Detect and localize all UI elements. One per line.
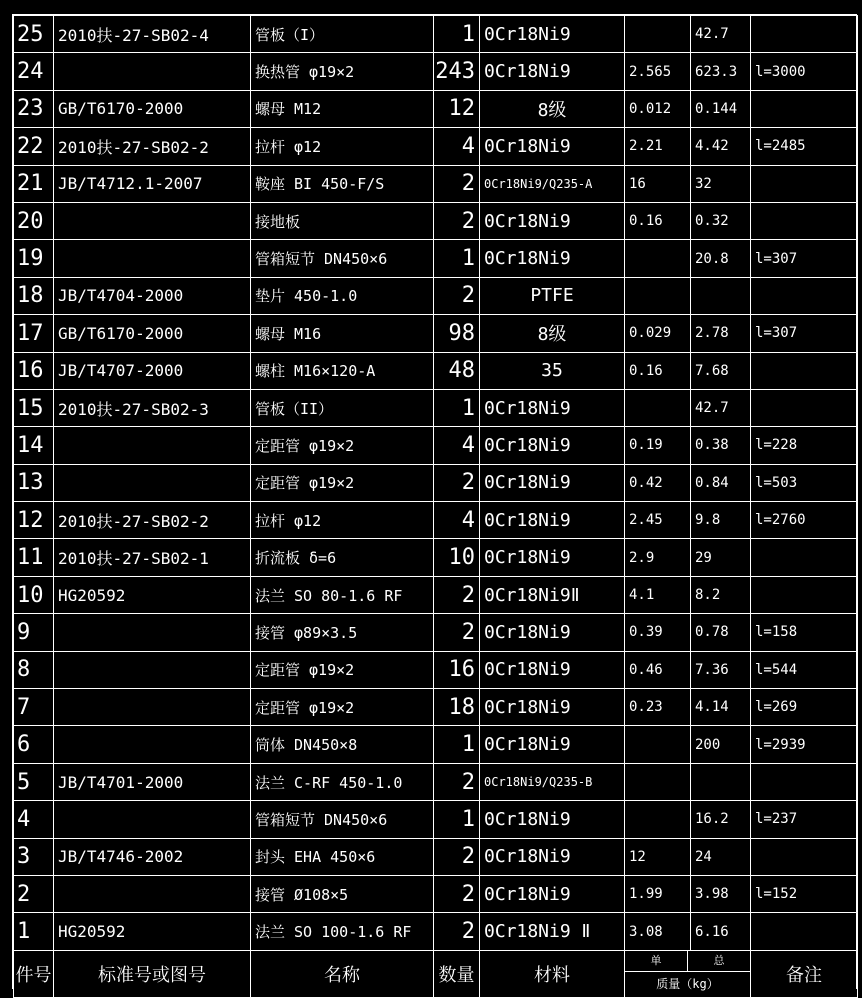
unit-weight-cell: 0.012	[625, 90, 691, 127]
total-weight-cell: 20.8	[691, 240, 751, 277]
total-weight-cell: 9.8	[691, 502, 751, 539]
quantity-cell: 2	[434, 913, 480, 950]
standard-no-cell	[54, 614, 251, 651]
material-cell: 0Cr18Ni9	[480, 502, 625, 539]
table-row	[14, 726, 858, 763]
material-cell: 0Cr18Ni9 Ⅱ	[480, 913, 625, 950]
total-weight-cell: 0.38	[691, 427, 751, 464]
quantity-cell: 2	[434, 277, 480, 314]
note-cell	[751, 838, 858, 875]
part-name-cell: 管箱短节 DN450×6	[251, 801, 434, 838]
total-weight-cell: 0.78	[691, 614, 751, 651]
standard-no-cell	[54, 651, 251, 688]
unit-weight-cell	[625, 763, 691, 800]
unit-weight-cell: 0.39	[625, 614, 691, 651]
material-cell: 0Cr18Ni9	[480, 128, 625, 165]
total-weight-cell: 200	[691, 726, 751, 763]
parts-list-body	[14, 16, 858, 951]
quantity-cell: 2	[434, 576, 480, 613]
total-weight-cell: 0.32	[691, 202, 751, 239]
part-no-cell: 22	[14, 128, 54, 165]
note-cell: l=307	[751, 240, 858, 277]
header-total-weight: 总	[713, 954, 725, 968]
standard-no-cell: 2010扶-27-SB02-1	[54, 539, 251, 576]
table-row	[14, 502, 858, 539]
standard-no-cell	[54, 801, 251, 838]
material-cell: 0Cr18Ni9	[480, 240, 625, 277]
table-row	[14, 277, 858, 314]
part-no-cell: 7	[14, 689, 54, 726]
part-name-cell: 管板（II）	[251, 389, 434, 426]
total-weight-cell: 3.98	[691, 875, 751, 912]
note-cell: l=307	[751, 315, 858, 352]
unit-weight-cell: 2.9	[625, 539, 691, 576]
quantity-cell: 2	[434, 614, 480, 651]
standard-no-cell: JB/T4704-2000	[54, 277, 251, 314]
unit-weight-cell: 3.08	[625, 913, 691, 950]
material-cell: 0Cr18Ni9	[480, 838, 625, 875]
part-name-cell: 接地板	[251, 202, 434, 239]
unit-weight-cell: 0.46	[625, 651, 691, 688]
parts-list-sheet	[12, 14, 857, 992]
unit-weight-cell	[625, 240, 691, 277]
standard-no-cell: 2010扶-27-SB02-2	[54, 502, 251, 539]
table-row	[14, 202, 858, 239]
part-no-cell: 16	[14, 352, 54, 389]
unit-weight-cell: 0.19	[625, 427, 691, 464]
total-weight-cell: 0.144	[691, 90, 751, 127]
standard-no-cell: HG20592	[54, 913, 251, 950]
note-cell: l=237	[751, 801, 858, 838]
part-name-cell: 管箱短节 DN450×6	[251, 240, 434, 277]
material-cell: 0Cr18Ni9	[480, 539, 625, 576]
total-weight-cell: 29	[691, 539, 751, 576]
material-cell: PTFE	[480, 277, 625, 314]
unit-weight-cell	[625, 389, 691, 426]
table-row	[14, 90, 858, 127]
note-cell	[751, 90, 858, 127]
header-unit-weight: 单	[625, 951, 688, 971]
total-weight-cell: 2.78	[691, 315, 751, 352]
quantity-cell: 4	[434, 128, 480, 165]
material-cell: 0Cr18Ni9Ⅱ	[480, 576, 625, 613]
note-cell: l=152	[751, 875, 858, 912]
part-name-cell: 螺柱 M16×120-A	[251, 352, 434, 389]
quantity-cell: 18	[434, 689, 480, 726]
table-row	[14, 389, 858, 426]
table-row	[14, 427, 858, 464]
unit-weight-cell: 0.23	[625, 689, 691, 726]
total-weight-cell: 0.84	[691, 464, 751, 501]
part-no-cell: 10	[14, 576, 54, 613]
material-cell: 0Cr18Ni9/Q235-A	[480, 165, 625, 202]
part-name-cell: 定距管 φ19×2	[251, 689, 434, 726]
part-no-cell: 25	[14, 16, 54, 53]
unit-weight-cell: 0.42	[625, 464, 691, 501]
part-name-cell: 折流板 δ=6	[251, 539, 434, 576]
table-row	[14, 651, 858, 688]
part-no-cell: 6	[14, 726, 54, 763]
quantity-cell: 1	[434, 389, 480, 426]
header-quantity: 数量	[434, 950, 480, 997]
standard-no-cell	[54, 726, 251, 763]
table-row	[14, 128, 858, 165]
note-cell: l=3000	[751, 53, 858, 90]
part-name-cell: 螺母 M12	[251, 90, 434, 127]
part-name-cell: 换热管 φ19×2	[251, 53, 434, 90]
unit-weight-cell	[625, 277, 691, 314]
part-no-cell: 5	[14, 763, 54, 800]
total-weight-cell: 4.14	[691, 689, 751, 726]
part-name-cell: 法兰 SO 80-1.6 RF	[251, 576, 434, 613]
total-weight-cell: 6.16	[691, 913, 751, 950]
total-weight-cell: 16.2	[691, 801, 751, 838]
quantity-cell: 1	[434, 726, 480, 763]
total-weight-cell	[691, 277, 751, 314]
part-name-cell: 定距管 φ19×2	[251, 464, 434, 501]
total-weight-cell: 32	[691, 165, 751, 202]
material-cell: 0Cr18Ni9	[480, 427, 625, 464]
material-cell: 0Cr18Ni9	[480, 801, 625, 838]
part-name-cell: 接管 Ø108×5	[251, 875, 434, 912]
unit-weight-cell: 1.99	[625, 875, 691, 912]
part-name-cell: 拉杆 φ12	[251, 502, 434, 539]
quantity-cell: 4	[434, 502, 480, 539]
material-cell: 0Cr18Ni9	[480, 202, 625, 239]
material-cell: 0Cr18Ni9/Q235-B	[480, 763, 625, 800]
unit-weight-cell: 2.565	[625, 53, 691, 90]
part-name-cell: 筒体 DN450×8	[251, 726, 434, 763]
unit-weight-cell: 4.1	[625, 576, 691, 613]
material-cell: 35	[480, 352, 625, 389]
note-cell: l=158	[751, 614, 858, 651]
unit-weight-cell	[625, 16, 691, 53]
table-row	[14, 16, 858, 53]
material-cell: 0Cr18Ni9	[480, 16, 625, 53]
total-weight-cell: 42.7	[691, 16, 751, 53]
table-row	[14, 53, 858, 90]
standard-no-cell: HG20592	[54, 576, 251, 613]
note-cell	[751, 202, 858, 239]
note-cell	[751, 352, 858, 389]
total-weight-cell: 623.3	[691, 53, 751, 90]
standard-no-cell	[54, 53, 251, 90]
part-no-cell: 13	[14, 464, 54, 501]
standard-no-cell	[54, 464, 251, 501]
part-no-cell: 9	[14, 614, 54, 651]
header-standard: 标准号或图号	[54, 950, 251, 997]
quantity-cell: 2	[434, 464, 480, 501]
part-name-cell: 接管 φ89×3.5	[251, 614, 434, 651]
table-row	[14, 315, 858, 352]
material-cell: 0Cr18Ni9	[480, 614, 625, 651]
quantity-cell: 2	[434, 763, 480, 800]
unit-weight-cell	[625, 726, 691, 763]
standard-no-cell: JB/T4701-2000	[54, 763, 251, 800]
standard-no-cell: JB/T4746-2002	[54, 838, 251, 875]
standard-no-cell: 2010扶-27-SB02-2	[54, 128, 251, 165]
unit-weight-cell: 2.45	[625, 502, 691, 539]
part-no-cell: 11	[14, 539, 54, 576]
part-name-cell: 定距管 φ19×2	[251, 651, 434, 688]
standard-no-cell: 2010扶-27-SB02-3	[54, 389, 251, 426]
total-weight-cell: 24	[691, 838, 751, 875]
unit-weight-cell: 0.16	[625, 352, 691, 389]
standard-no-cell	[54, 240, 251, 277]
header-part-no: 件号	[14, 950, 54, 997]
standard-no-cell: 2010扶-27-SB02-4	[54, 16, 251, 53]
material-cell: 8级	[480, 315, 625, 352]
table-row	[14, 464, 858, 501]
standard-no-cell	[54, 875, 251, 912]
note-cell	[751, 539, 858, 576]
table-row	[14, 614, 858, 651]
material-cell: 0Cr18Ni9	[480, 53, 625, 90]
note-cell	[751, 389, 858, 426]
total-weight-cell: 8.2	[691, 576, 751, 613]
part-no-cell: 23	[14, 90, 54, 127]
quantity-cell: 1	[434, 16, 480, 53]
note-cell	[751, 16, 858, 53]
part-name-cell: 法兰 SO 100-1.6 RF	[251, 913, 434, 950]
standard-no-cell	[54, 427, 251, 464]
total-weight-cell: 7.36	[691, 651, 751, 688]
part-name-cell: 管板（I）	[251, 16, 434, 53]
quantity-cell: 4	[434, 427, 480, 464]
part-no-cell: 2	[14, 875, 54, 912]
quantity-cell: 2	[434, 165, 480, 202]
unit-weight-cell: 12	[625, 838, 691, 875]
part-no-cell: 15	[14, 389, 54, 426]
total-weight-cell: 42.7	[691, 389, 751, 426]
part-name-cell: 垫片 450-1.0	[251, 277, 434, 314]
unit-weight-cell: 0.029	[625, 315, 691, 352]
parts-list-table	[13, 15, 858, 998]
table-row	[14, 352, 858, 389]
material-cell: 8级	[480, 90, 625, 127]
quantity-cell: 12	[434, 90, 480, 127]
table-row	[14, 689, 858, 726]
unit-weight-cell: 16	[625, 165, 691, 202]
note-cell	[751, 913, 858, 950]
total-weight-cell: 4.42	[691, 128, 751, 165]
quantity-cell: 48	[434, 352, 480, 389]
standard-no-cell: GB/T6170-2000	[54, 315, 251, 352]
material-cell: 0Cr18Ni9	[480, 689, 625, 726]
part-no-cell: 21	[14, 165, 54, 202]
material-cell: 0Cr18Ni9	[480, 464, 625, 501]
material-cell: 0Cr18Ni9	[480, 875, 625, 912]
part-no-cell: 1	[14, 913, 54, 950]
table-row	[14, 875, 858, 912]
quantity-cell: 1	[434, 801, 480, 838]
part-no-cell: 4	[14, 801, 54, 838]
table-row	[14, 576, 858, 613]
note-cell: l=2760	[751, 502, 858, 539]
note-cell	[751, 277, 858, 314]
standard-no-cell	[54, 689, 251, 726]
part-name-cell: 法兰 C-RF 450-1.0	[251, 763, 434, 800]
unit-weight-cell	[625, 801, 691, 838]
quantity-cell: 2	[434, 875, 480, 912]
part-name-cell: 定距管 φ19×2	[251, 427, 434, 464]
part-no-cell: 17	[14, 315, 54, 352]
total-weight-cell	[691, 763, 751, 800]
part-no-cell: 19	[14, 240, 54, 277]
part-name-cell: 鞍座 BI 450-F/S	[251, 165, 434, 202]
note-cell: l=2485	[751, 128, 858, 165]
part-no-cell: 3	[14, 838, 54, 875]
header-material: 材料	[480, 950, 625, 997]
table-row	[14, 913, 858, 950]
unit-weight-cell: 0.16	[625, 202, 691, 239]
table-row	[14, 165, 858, 202]
note-cell: l=2939	[751, 726, 858, 763]
quantity-cell: 16	[434, 651, 480, 688]
table-row	[14, 240, 858, 277]
header-weight	[625, 950, 751, 997]
standard-no-cell: JB/T4707-2000	[54, 352, 251, 389]
part-no-cell: 24	[14, 53, 54, 90]
part-no-cell: 18	[14, 277, 54, 314]
table-row	[14, 763, 858, 800]
table-row	[14, 838, 858, 875]
table-row	[14, 801, 858, 838]
header-weight-kg: 质量（kg）	[656, 977, 719, 992]
quantity-cell: 98	[434, 315, 480, 352]
quantity-cell: 243	[434, 53, 480, 90]
note-cell	[751, 165, 858, 202]
standard-no-cell: GB/T6170-2000	[54, 90, 251, 127]
quantity-cell: 1	[434, 240, 480, 277]
part-name-cell: 螺母 M16	[251, 315, 434, 352]
header-note: 备注	[751, 950, 858, 997]
note-cell	[751, 576, 858, 613]
quantity-cell: 10	[434, 539, 480, 576]
standard-no-cell	[54, 202, 251, 239]
part-no-cell: 20	[14, 202, 54, 239]
note-cell: l=503	[751, 464, 858, 501]
standard-no-cell: JB/T4712.1-2007	[54, 165, 251, 202]
part-no-cell: 8	[14, 651, 54, 688]
material-cell: 0Cr18Ni9	[480, 726, 625, 763]
part-name-cell: 拉杆 φ12	[251, 128, 434, 165]
note-cell: l=269	[751, 689, 858, 726]
quantity-cell: 2	[434, 202, 480, 239]
table-row	[14, 539, 858, 576]
material-cell: 0Cr18Ni9	[480, 389, 625, 426]
header-row	[14, 950, 858, 997]
quantity-cell: 2	[434, 838, 480, 875]
part-no-cell: 14	[14, 427, 54, 464]
header-name: 名称	[251, 950, 434, 997]
unit-weight-cell: 2.21	[625, 128, 691, 165]
note-cell: l=544	[751, 651, 858, 688]
total-weight-cell: 7.68	[691, 352, 751, 389]
note-cell: l=228	[751, 427, 858, 464]
part-name-cell: 封头 EHA 450×6	[251, 838, 434, 875]
part-no-cell: 12	[14, 502, 54, 539]
note-cell	[751, 763, 858, 800]
material-cell: 0Cr18Ni9	[480, 651, 625, 688]
